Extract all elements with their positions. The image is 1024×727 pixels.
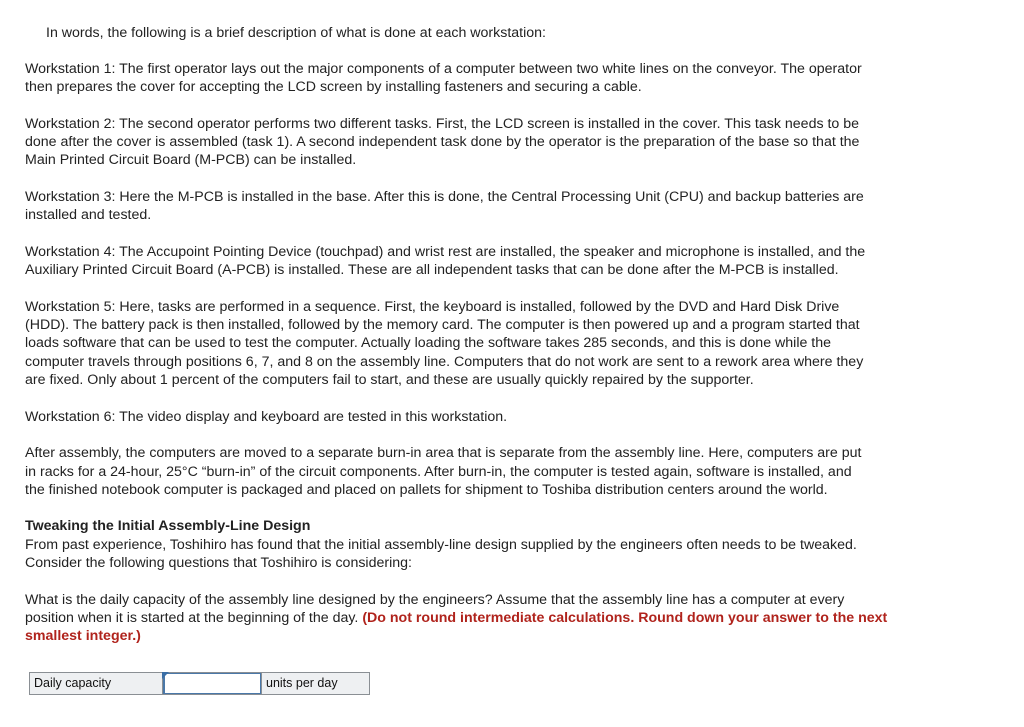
question-text: What is the daily capacity of the assembly line designed by the engineers? Assume that the assembly line has a computer at every position when it is started at the beginning of the day. [25,591,845,626]
tweaking-section [25,517,965,572]
workstation-5-text: Workstation 5: Here, tasks are performed in a sequence. First, the keyboard is installed, followed by the DVD and Hard Disk Drive (HDD). The battery pack is then installed, followed by the memory card. The computer is then powered up and a program started that loads software that can be used to test the computer. Actually loading the software takes 285 seconds, and this is done while the computer travels through positions 6, 7, and 8 on the assembly line. Computers that do not work are sent to a rework area where they are fixed. Only about 1 percent of the computers fail to start, and these are usually quickly repaired by the supporter. [25,298,864,389]
daily-capacity-input[interactable] [163,673,261,694]
workstation-6-text: Workstation 6: The video display and keyboard are tested in this workstation. [25,408,508,425]
tweaking-heading: Tweaking the Initial Assembly-Line Design [25,518,311,535]
answer-table [29,672,370,695]
question-section [25,591,965,646]
tweaking-text: From past experience, Toshihiro has found that the initial assembly-line design supplied by the engineers often needs to be tweaked. Consider the following questions that Toshihiro is considering: [25,536,857,572]
workstation-2-text: Workstation 2: The second operator performs two different tasks. First, the LCD screen is installed in the cover. This task needs to be done after the cover is assembled (task 1). A second independent task done by the operator is the preparation of the base so that the Main Printed Circuit Board (M-PCB) can be installed. [25,115,860,169]
daily-capacity-label: Daily capacity [29,672,163,695]
units-per-day-label: units per day [262,672,370,695]
workstation-4-text: Workstation 4: The Accupoint Pointing Device (touchpad) and wrist rest are installed, the speaker and microphone is installed, and the Auxiliary Printed Circuit Board (A-PCB) is installed. These are all independent tasks that can be done after the M-PCB is installed. [25,243,866,279]
content [25,60,965,664]
workstation-1-text: Workstation 1: The first operator lays out the major components of a computer between two white lines on the conveyor. The operator then prepares the cover for accepting the LCD screen by installing fasteners and securing a cable. [25,61,862,96]
question-hint: (Do not round intermediate calculations. Round down your answer to the next smallest integer.) [25,609,888,645]
workstation-3-text: Workstation 3: Here the M-PCB is installed in the base. After this is done, the Central Processing Unit (CPU) and backup batteries are installed and tested. [25,189,864,224]
flag-icon [162,672,169,679]
after-assembly-text: After assembly, the computers are moved to a separate burn-in area that is separate from the assembly line. Here, computers are put in racks for a 24-hour, 25°C “burn-in” of the circuit components. After burn-in, the computer is tested again, software is installed, and the finished notebook computer is packaged and placed on pallets for shipment to Toshiba distribution centers around the world. [25,445,862,498]
daily-capacity-cell [163,672,262,695]
intro-text: In words, the following is a brief description of what is done at each workstation: [46,25,546,41]
